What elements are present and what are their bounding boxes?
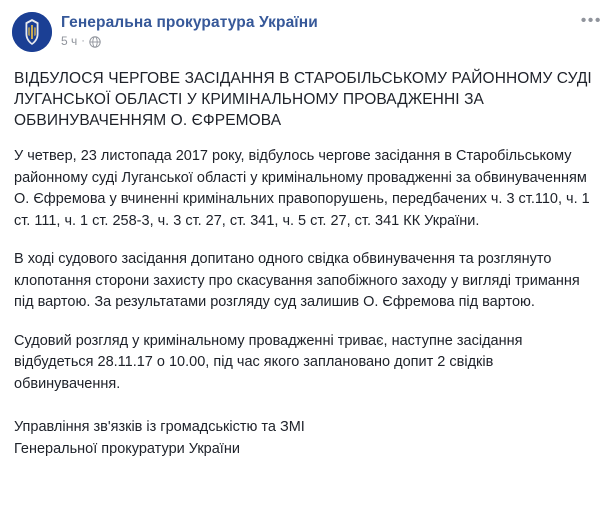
post-paragraph-2: В ході судового засідання допитано одного свідка обвинувачення та розглянуто клопотання сторони захисту про скасування запобіжного заходу у вигляді тримання під вартою. За результатами розгляду суд залишив О. Єфремова під вартою.: [14, 251, 580, 310]
header-text: [61, 12, 318, 48]
post-meta: [61, 34, 318, 48]
post-options-menu-icon[interactable]: •••: [580, 12, 602, 29]
post-body: [0, 52, 616, 474]
post-paragraph-1: У четвер, 23 листопада 2017 року, відбулось чергове засідання в Старобільському районному суді Луганської області у кримінальному провадженні за обвинуваченням О. Єфремова у вчиненні кримінальних правопорушень, передбачених ч. 3 ст.110, ч. 1 ст. 111, ч. 1 ст. 258-3, ч. 3 ст. 27, ст. 341, ч. 5 ст. 27, ст. 341 КК України.: [14, 148, 590, 229]
timestamp[interactable]: 5 ч: [61, 34, 78, 48]
post-paragraph-3: Судовий розгляд у кримінальному провадженні триває, наступне засідання відбудеться 28.11.17 о 10.00, під час якого заплановано допит 2 свідків обвинувачення.: [14, 332, 523, 392]
signature-line-2: Генеральної прокуратури України: [14, 440, 240, 457]
page-name[interactable]: Генеральна прокуратура України: [61, 14, 318, 31]
post-signature: [14, 417, 602, 460]
meta-separator: ·: [81, 35, 85, 47]
post-header: [0, 0, 616, 52]
post-title: ВІДБУЛОСЯ ЧЕРГОВЕ ЗАСІДАННЯ В СТАРОБІЛЬСЬКОМУ РАЙОННОМУ СУДІ ЛУГАНСЬКОЇ ОБЛАСТІ У КРИМІНАЛЬНОМУ ПРОВАДЖЕННІ ЗА ОБВИНУВАЧЕННЯМ О. ЄФРЕМОВА: [14, 70, 592, 129]
globe-icon[interactable]: [89, 36, 101, 48]
avatar[interactable]: [12, 12, 52, 52]
signature-line-1: Управління зв'язків із громадськістю та ЗМІ: [14, 419, 305, 435]
